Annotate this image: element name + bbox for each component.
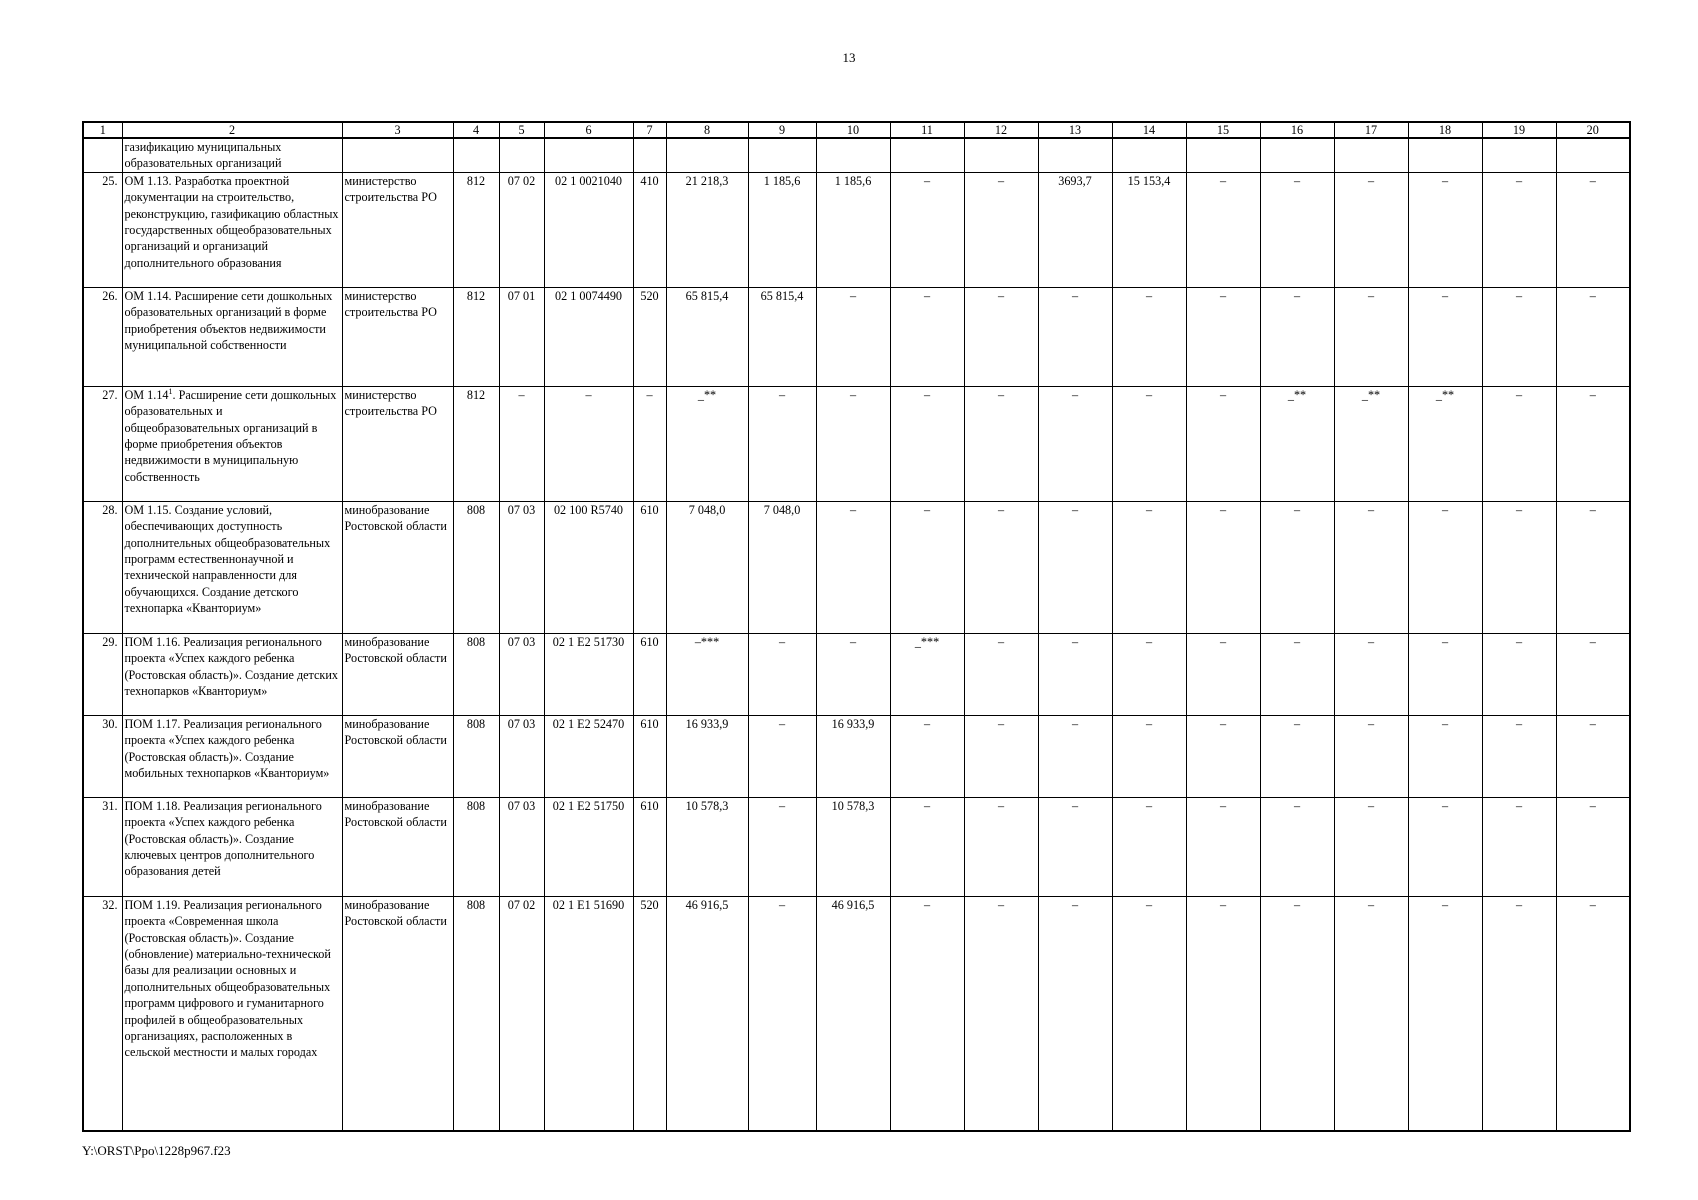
amount-cell: –: [1482, 715, 1556, 797]
budget-code-cell: –: [633, 386, 666, 501]
amount-cell: –: [1408, 287, 1482, 386]
amount-cell: 15 153,4: [1112, 172, 1186, 287]
table-cell: [964, 138, 1038, 172]
amount-cell: 7 048,0: [748, 501, 816, 633]
budget-code-cell: 610: [633, 501, 666, 633]
amount-cell: –: [1260, 797, 1334, 896]
amount-cell: 46 916,5: [666, 896, 748, 1131]
budget-code-cell: 02 1 E2 52470: [544, 715, 633, 797]
table-cell: [1482, 138, 1556, 172]
row-number: 30.: [83, 715, 122, 797]
table-cell: [83, 138, 122, 172]
amount-cell: –: [1186, 797, 1260, 896]
amount-cell: –: [1186, 287, 1260, 386]
budget-code-cell: 812: [453, 287, 499, 386]
budget-code-cell: 610: [633, 633, 666, 715]
table-cell: [1408, 138, 1482, 172]
budget-table: [82, 121, 1631, 1132]
amount-cell: –: [1556, 896, 1630, 1131]
budget-code-cell: –: [544, 386, 633, 501]
budget-code-cell: 808: [453, 501, 499, 633]
activity-name-prefix: ОМ 1.14: [124, 387, 169, 402]
amount-cell: –: [964, 896, 1038, 1131]
budget-code-cell: 02 1 E1 51690: [544, 896, 633, 1131]
amount-cell: 16 933,9: [816, 715, 890, 797]
row-number: 29.: [83, 633, 122, 715]
amount-cell: –: [1482, 287, 1556, 386]
row-number: 28.: [83, 501, 122, 633]
budget-code-cell: 07 03: [499, 501, 544, 633]
amount-cell: –: [1038, 715, 1112, 797]
budget-code-cell: 808: [453, 633, 499, 715]
activity-name: ОМ 1.13. Разработка проектной документации на строительство, реконструкцию, газификацию областных государственных общеобразовательных организаций и организаций дополнительного образования: [122, 172, 342, 287]
table-cell: [1556, 138, 1630, 172]
amount-cell: –: [1408, 633, 1482, 715]
amount-cell: –: [748, 797, 816, 896]
budget-code-cell: 07 01: [499, 287, 544, 386]
budget-code-cell: 07 02: [499, 896, 544, 1131]
amount-cell: –: [890, 501, 964, 633]
amount-cell: 1 185,6: [816, 172, 890, 287]
amount-cell: –: [1556, 386, 1630, 501]
table-cell: [1038, 138, 1112, 172]
amount-cell: –: [816, 633, 890, 715]
budget-code-cell: 808: [453, 896, 499, 1131]
budget-code-cell: 808: [453, 797, 499, 896]
amount-cell: –: [1260, 633, 1334, 715]
column-number-cell: 10: [816, 122, 890, 138]
amount-cell: –: [1260, 172, 1334, 287]
table-cell: [890, 138, 964, 172]
column-number-cell: 16: [1260, 122, 1334, 138]
amount-cell: –: [890, 797, 964, 896]
table-cell: [1112, 138, 1186, 172]
amount-cell: –: [748, 633, 816, 715]
budget-code-cell: 07 03: [499, 797, 544, 896]
column-number-cell: 14: [1112, 122, 1186, 138]
budget-code-cell: 410: [633, 172, 666, 287]
amount-cell: –: [1334, 287, 1408, 386]
budget-code-cell: 808: [453, 715, 499, 797]
amount-cell: –: [1112, 896, 1186, 1131]
amount-cell: –: [1334, 896, 1408, 1131]
column-number-cell: 18: [1408, 122, 1482, 138]
activity-name: ОМ 1.14. Расширение сети дошкольных образовательных организаций в форме приобретения объектов недвижимости муниципальной собственности: [122, 287, 342, 386]
table-row: [83, 386, 1630, 501]
amount-cell: –: [964, 172, 1038, 287]
amount-cell: –: [964, 287, 1038, 386]
row-number: 27.: [83, 386, 122, 501]
column-number-cell: 6: [544, 122, 633, 138]
column-number-row: [83, 122, 1630, 138]
column-number-cell: 15: [1186, 122, 1260, 138]
amount-cell: –: [1408, 501, 1482, 633]
column-number-cell: 4: [453, 122, 499, 138]
executor: министерство строительства РО: [342, 287, 453, 386]
amount-cell: –: [1260, 287, 1334, 386]
amount-cell: –: [1482, 386, 1556, 501]
row-number: 31.: [83, 797, 122, 896]
amount-cell: 46 916,5: [816, 896, 890, 1131]
amount-cell: –: [1186, 715, 1260, 797]
amount-cell: _***: [890, 633, 964, 715]
activity-name: ПОМ 1.16. Реализация регионального проекта «Успех каждого ребенка (Ростовская область)». Создание детских технопарков «Кванториум»: [122, 633, 342, 715]
amount-cell: 10 578,3: [666, 797, 748, 896]
amount-cell: –: [890, 172, 964, 287]
amount-cell: –: [1408, 896, 1482, 1131]
amount-cell: –: [1260, 896, 1334, 1131]
budget-code-cell: –: [499, 386, 544, 501]
column-number-cell: 8: [666, 122, 748, 138]
amount-cell: –: [964, 633, 1038, 715]
amount-cell: –: [1482, 797, 1556, 896]
amount-cell: _**: [1334, 386, 1408, 501]
column-number-cell: 12: [964, 122, 1038, 138]
budget-code-cell: 07 03: [499, 633, 544, 715]
row-number: 32.: [83, 896, 122, 1131]
budget-code-cell: 520: [633, 896, 666, 1131]
amount-cell: –: [1556, 172, 1630, 287]
amount-cell: _**: [1408, 386, 1482, 501]
table-row: [83, 172, 1630, 287]
budget-code-cell: 520: [633, 287, 666, 386]
column-number-cell: 11: [890, 122, 964, 138]
amount-cell: –: [1186, 633, 1260, 715]
amount-cell: –: [1112, 386, 1186, 501]
amount-cell: –: [1408, 172, 1482, 287]
amount-cell: –: [890, 896, 964, 1131]
amount-cell: –: [1112, 715, 1186, 797]
budget-code-cell: 02 1 0074490: [544, 287, 633, 386]
column-number-cell: 2: [122, 122, 342, 138]
amount-cell: –: [1556, 633, 1630, 715]
table-cell: [1260, 138, 1334, 172]
amount-cell: –: [1556, 287, 1630, 386]
amount-cell: –: [1038, 386, 1112, 501]
table-cell: [544, 138, 633, 172]
executor: минобразование Ростовской области: [342, 797, 453, 896]
amount-cell: –: [1186, 896, 1260, 1131]
activity-name: ПОМ 1.17. Реализация регионального проекта «Успех каждого ребенка (Ростовская область)». Создание мобильных технопарков «Кванториум»: [122, 715, 342, 797]
amount-cell: 21 218,3: [666, 172, 748, 287]
amount-cell: –: [748, 715, 816, 797]
amount-cell: –: [1408, 797, 1482, 896]
column-number-cell: 17: [1334, 122, 1408, 138]
budget-code-cell: 02 100 R5740: [544, 501, 633, 633]
amount-cell: 65 815,4: [748, 287, 816, 386]
amount-cell: –: [1038, 501, 1112, 633]
column-number-cell: 1: [83, 122, 122, 138]
executor: минобразование Ростовской области: [342, 501, 453, 633]
amount-cell: –: [1186, 172, 1260, 287]
amount-cell: –: [1112, 501, 1186, 633]
table-row: [83, 633, 1630, 715]
amount-cell: –: [1038, 287, 1112, 386]
amount-cell: –: [1482, 633, 1556, 715]
amount-cell: 16 933,9: [666, 715, 748, 797]
amount-cell: –: [1556, 715, 1630, 797]
row-number: 26.: [83, 287, 122, 386]
table-cell: [666, 138, 748, 172]
amount-cell: –: [1334, 633, 1408, 715]
table-cell: [342, 138, 453, 172]
amount-cell: –: [816, 501, 890, 633]
table-row: [83, 501, 1630, 633]
activity-name: [122, 386, 342, 501]
amount-cell: –: [1334, 172, 1408, 287]
amount-cell: –: [748, 386, 816, 501]
amount-cell: –: [1408, 715, 1482, 797]
amount-cell: –: [1112, 633, 1186, 715]
budget-code-cell: 812: [453, 172, 499, 287]
amount-cell: –: [890, 715, 964, 797]
table-row: [83, 797, 1630, 896]
column-number-cell: 20: [1556, 122, 1630, 138]
activity-name: ПОМ 1.19. Реализация регионального проекта «Современная школа (Ростовская область)». Создание (обновление) материально-технической базы для реализации основных и дополнительных общеобразовательных программ цифрового и гуманитарного профилей в общеобразовательных организациях, расположенных в сельской местности и малых городах: [122, 896, 342, 1131]
amount-cell: –: [1038, 797, 1112, 896]
column-number-cell: 19: [1482, 122, 1556, 138]
amount-cell: –: [964, 715, 1038, 797]
amount-cell: –: [1334, 797, 1408, 896]
table-cell: [816, 138, 890, 172]
table-row: [83, 287, 1630, 386]
amount-cell: –: [748, 896, 816, 1131]
budget-code-cell: 07 02: [499, 172, 544, 287]
amount-cell: –: [816, 287, 890, 386]
column-number-cell: 7: [633, 122, 666, 138]
amount-cell: 7 048,0: [666, 501, 748, 633]
amount-cell: 3693,7: [1038, 172, 1112, 287]
amount-cell: –: [1186, 386, 1260, 501]
amount-cell: _**: [666, 386, 748, 501]
table-cell: [748, 138, 816, 172]
amount-cell: –: [1482, 501, 1556, 633]
amount-cell: –: [964, 501, 1038, 633]
amount-cell: –: [1260, 501, 1334, 633]
amount-cell: 65 815,4: [666, 287, 748, 386]
budget-code-cell: 02 1 0021040: [544, 172, 633, 287]
amount-cell: –: [1482, 172, 1556, 287]
amount-cell: –: [1482, 896, 1556, 1131]
amount-cell: –***: [666, 633, 748, 715]
budget-code-cell: 610: [633, 797, 666, 896]
budget-code-cell: 812: [453, 386, 499, 501]
executor: министерство строительства РО: [342, 172, 453, 287]
activity-name: ПОМ 1.18. Реализация регионального проекта «Успех каждого ребенка (Ростовская область)». Создание ключевых центров дополнительного образования детей: [122, 797, 342, 896]
amount-cell: –: [816, 386, 890, 501]
row-number: 25.: [83, 172, 122, 287]
amount-cell: –: [1334, 715, 1408, 797]
amount-cell: –: [1186, 501, 1260, 633]
executor: минобразование Ростовской области: [342, 715, 453, 797]
amount-cell: –: [964, 797, 1038, 896]
column-number-cell: 9: [748, 122, 816, 138]
continuation-name: газификацию муниципальных образовательных организаций: [122, 138, 342, 172]
table-row: [83, 715, 1630, 797]
executor: министерство строительства РО: [342, 386, 453, 501]
executor: минобразование Ростовской области: [342, 896, 453, 1131]
amount-cell: –: [1038, 896, 1112, 1131]
budget-code-cell: 02 1 E2 51730: [544, 633, 633, 715]
column-number-cell: 3: [342, 122, 453, 138]
amount-cell: –: [1260, 715, 1334, 797]
table-cell: [499, 138, 544, 172]
amount-cell: –: [1556, 797, 1630, 896]
activity-name: ОМ 1.15. Создание условий, обеспечивающих доступность дополнительных общеобразовательных программ естественнонаучной и технической направленности для обучающихся. Создание детского технопарка «Кванториум»: [122, 501, 342, 633]
page-number: 13: [842, 50, 856, 65]
activity-name-superscript: 1: [168, 386, 173, 396]
table-cell: [633, 138, 666, 172]
amount-cell: –: [890, 287, 964, 386]
amount-cell: 10 578,3: [816, 797, 890, 896]
table-cell: [453, 138, 499, 172]
file-path-footer: Y:\ORST\Ppo\1228p967.f23: [82, 1143, 231, 1158]
amount-cell: –: [1112, 797, 1186, 896]
budget-code-cell: 02 1 E2 51750: [544, 797, 633, 896]
executor: минобразование Ростовской области: [342, 633, 453, 715]
budget-code-cell: 07 03: [499, 715, 544, 797]
table-cell: [1334, 138, 1408, 172]
amount-cell: –: [1112, 287, 1186, 386]
budget-code-cell: 610: [633, 715, 666, 797]
table-row: [83, 896, 1630, 1131]
continuation-row: [83, 138, 1630, 172]
amount-cell: –: [1556, 501, 1630, 633]
amount-cell: –: [964, 386, 1038, 501]
amount-cell: 1 185,6: [748, 172, 816, 287]
column-number-cell: 5: [499, 122, 544, 138]
amount-cell: –: [890, 386, 964, 501]
activity-name-rest: . Расширение сети дошкольных образовательных и общеобразовательных организаций в форме приобретения объектов недвижимости в муниципальную собственность: [124, 387, 337, 484]
column-number-cell: 13: [1038, 122, 1112, 138]
table-cell: [1186, 138, 1260, 172]
amount-cell: –: [1334, 501, 1408, 633]
amount-cell: _**: [1260, 386, 1334, 501]
amount-cell: –: [1038, 633, 1112, 715]
